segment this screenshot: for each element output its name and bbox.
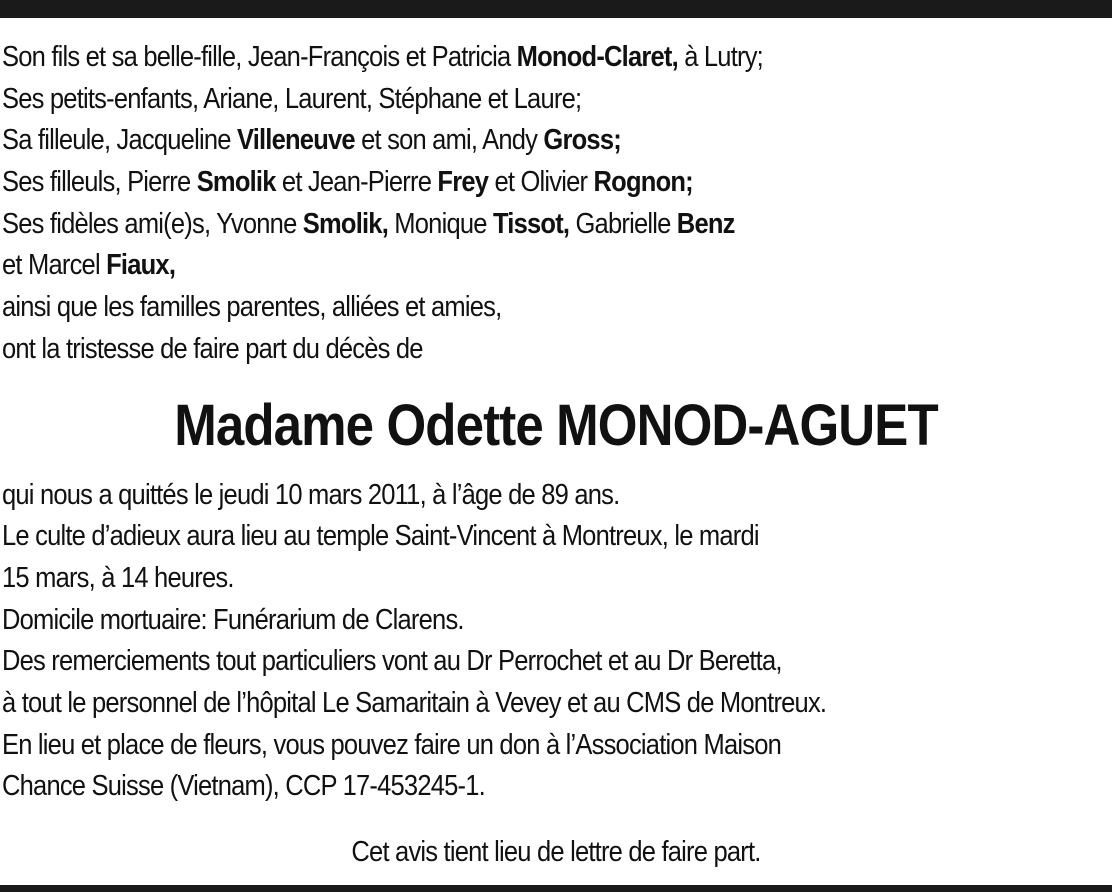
detail-line-thanks-cont: à tout le personnel de l’hôpital Le Samaritain à Vevey et au CMS de Montreux. [2,686,827,719]
detail-line-donation: En lieu et place de fleurs, vous pouvez faire un don à l’Association Maison [2,728,782,761]
bottom-rule [0,885,1112,892]
family-line-friends: Ses fidèles ami(e)s, Yvonne Smolik, Monique Tissot, Gabrielle Benz [2,207,735,240]
family-line-friends-cont: et Marcel Fiaux, [2,249,176,282]
detail-line-date: qui nous a quittés le jeudi 10 mars 2011, à l’âge de 89 ans. [2,478,620,511]
detail-line-service: Le culte d’adieux aura lieu au temple Saint-Vincent à Montreux, le mardi [2,520,759,553]
detail-line-thanks: Des remerciements tout particuliers vont au Dr Perrochet et au Dr Beretta, [2,645,782,678]
family-line-announcement: ont la tristesse de faire part du décès de [2,332,423,365]
detail-line-donation-account: Chance Suisse (Vietnam), CCP 17-453245-1. [2,770,485,803]
detail-line-mortuary: Domicile mortuaire: Funérarium de Clarens. [2,603,464,636]
family-line-grandchildren: Ses petits-enfants, Ariane, Laurent, Stéphane et Laure; [2,82,582,115]
closing-note: Cet avis tient lieu de lettre de faire part. [351,836,761,868]
deceased-name: Madame Odette MONOD-AGUET [174,392,938,458]
family-line-godsons: Ses filleuls, Pierre Smolik et Jean-Pierre Frey et Olivier Rognon; [2,166,693,199]
detail-line-service-time: 15 mars, à 14 heures. [2,561,234,594]
top-rule [0,0,1112,18]
family-line-relatives: ainsi que les familles parentes, alliées et amies, [2,291,502,324]
obituary-notice [2,37,1110,808]
family-line-son: Son fils et sa belle-fille, Jean-François et Patricia Monod-Claret, à Lutry; [2,41,763,73]
family-line-goddaughter: Sa filleule, Jacqueline Villeneuve et son ami, Andy Gross; [2,124,621,157]
